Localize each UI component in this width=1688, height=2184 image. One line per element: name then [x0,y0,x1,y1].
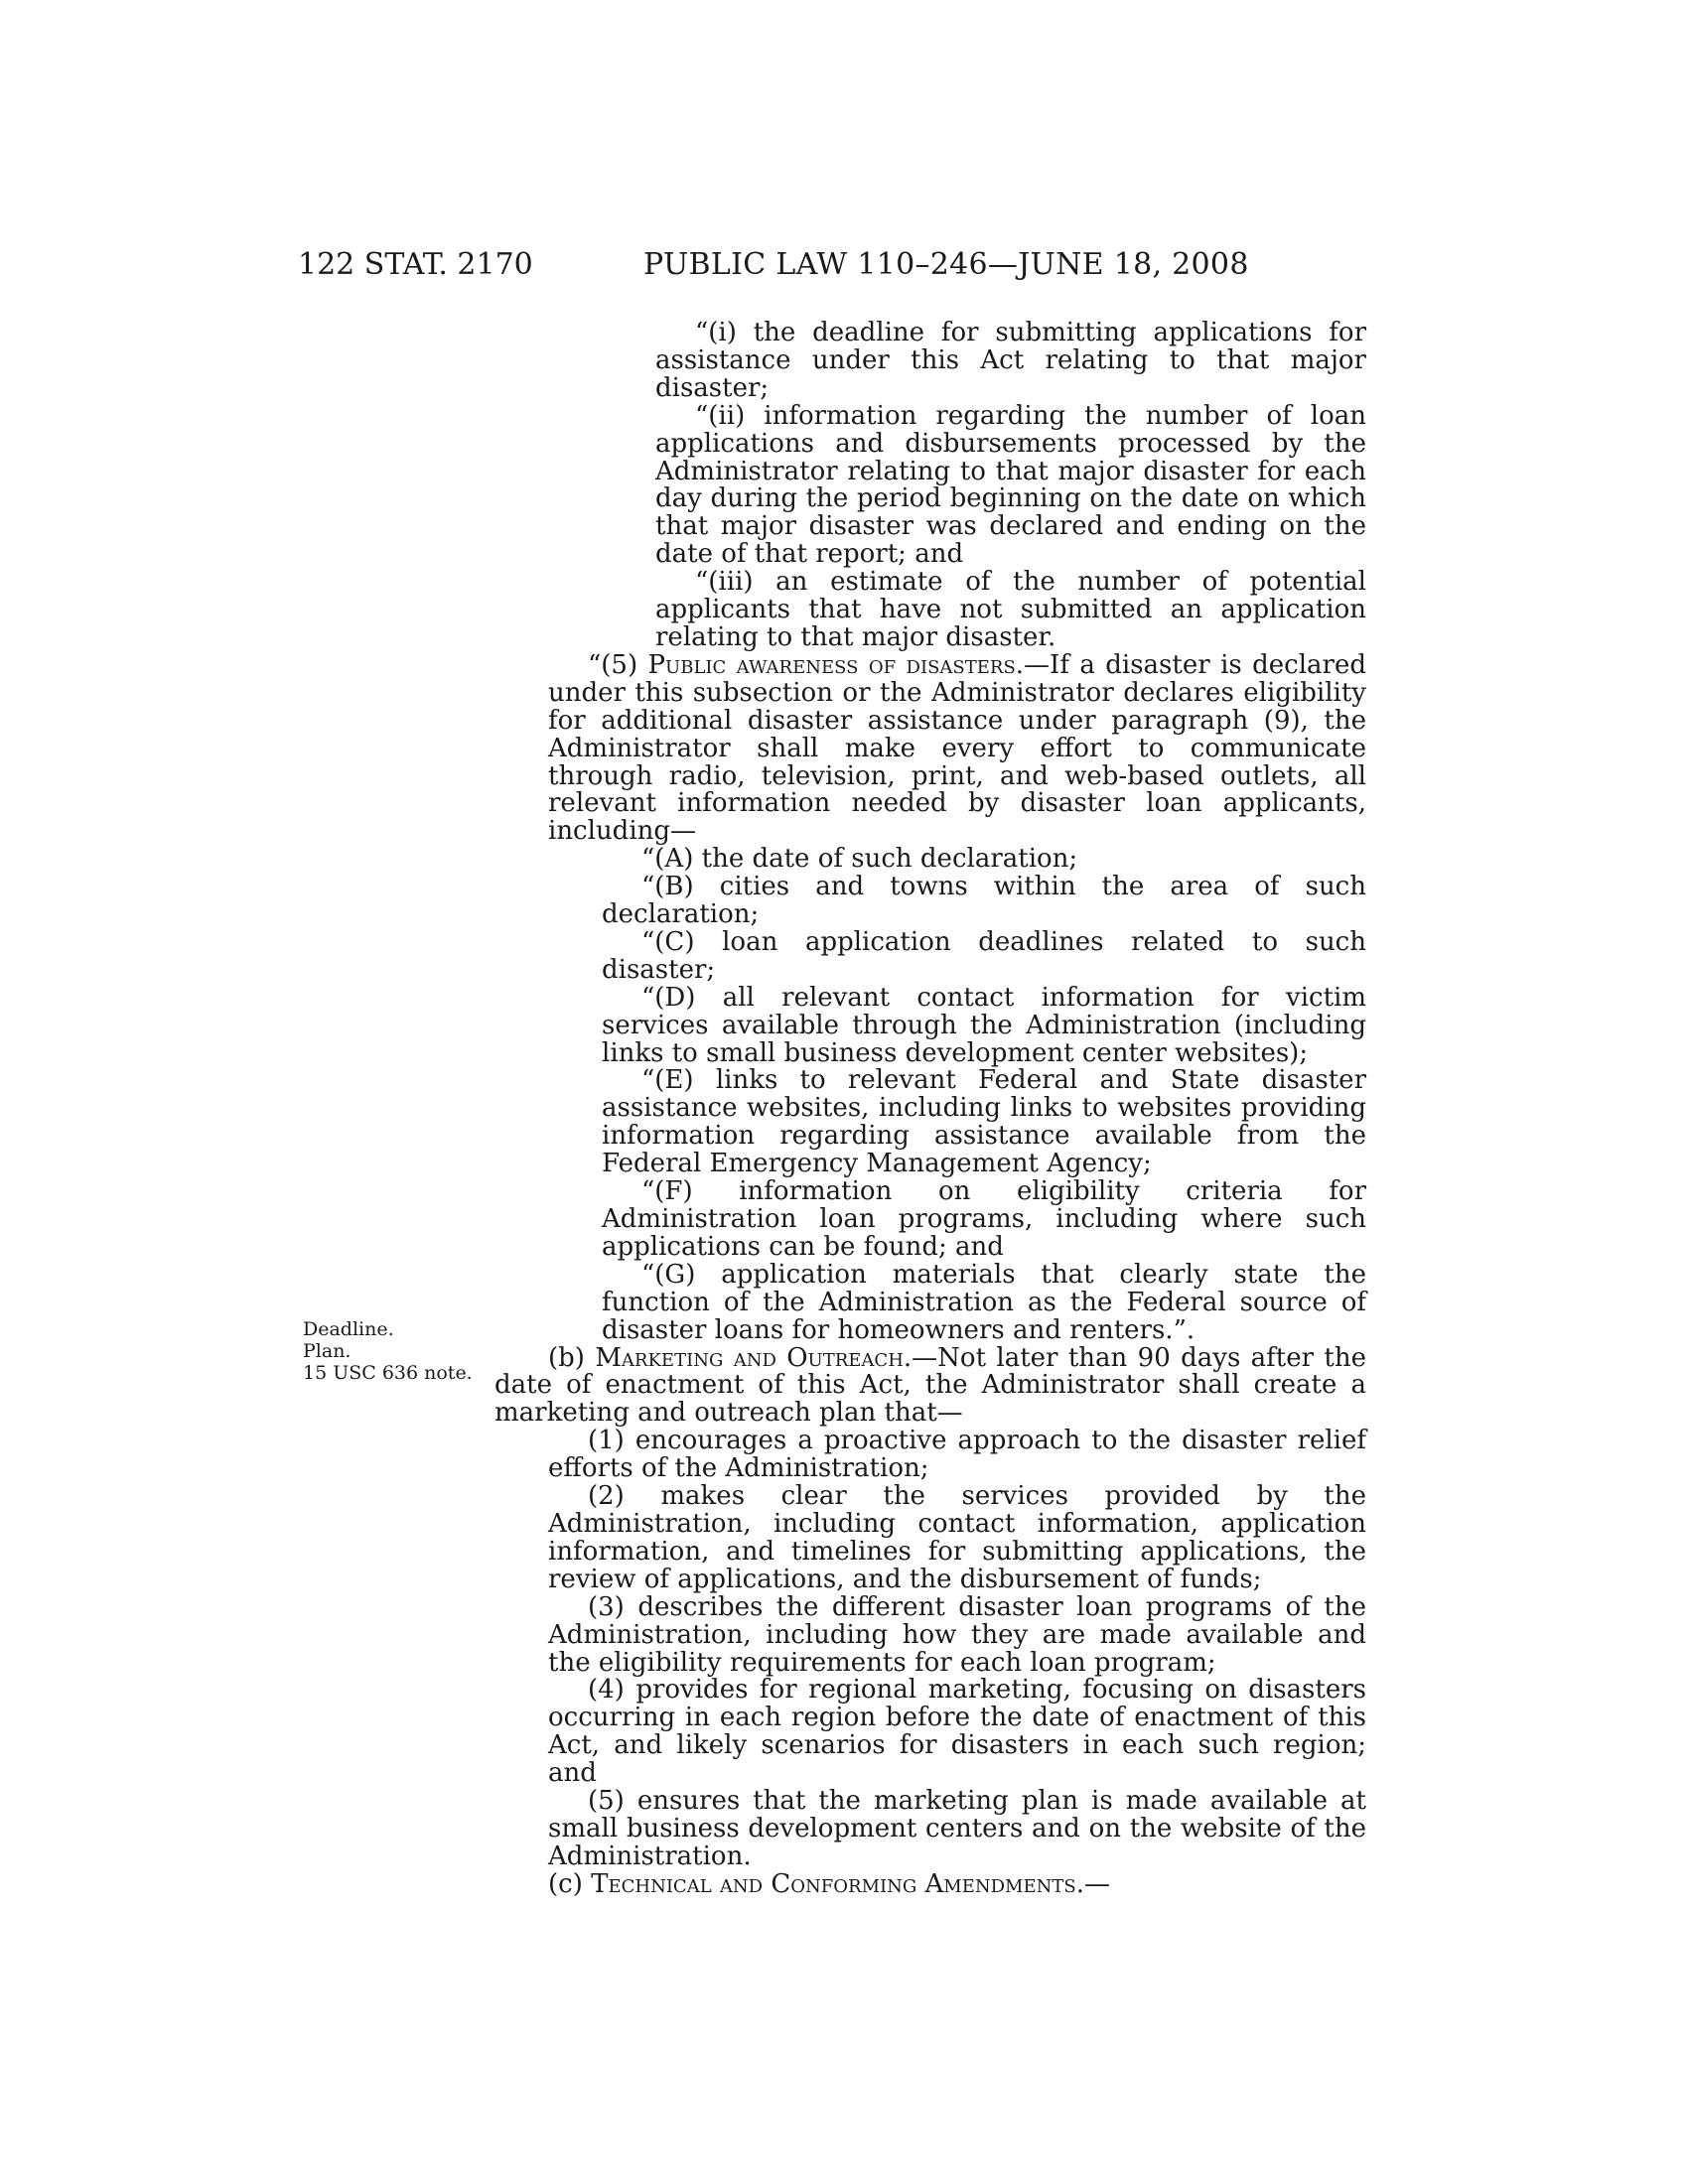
subparagraph-c: “(C) loan application deadlines related to such disaster; [602,926,1366,985]
subparagraph-e: “(E) links to relevant Federal and State disaster assistance websites, including links to websites providing information regarding assistance available from the Federal Emergency Management Agency; [602,1065,1366,1179]
paragraph-5-number: “(5) [588,649,638,680]
plan-item-5: (5) ensures that the marketing plan is made available at small business development centers and on the website of the Administration. [548,1786,1366,1871]
margin-note-plan: Plan. [303,1340,352,1362]
paragraph-5 [548,649,1367,847]
margin-note-deadline: Deadline. [303,1318,394,1340]
clause-ii: “(ii) information regarding the number of loan applications and disbursements processed by the Administrator relating to that major disaster for each day during the period beginning on the date on which that major disaster was declared and ending on the date of that report; and [655,400,1366,570]
section-c [548,1868,1366,1899]
subparagraph-a: “(A) the date of such declaration; [641,844,1078,875]
running-head: PUBLIC LAW 110–246—JUNE 18, 2008 [643,247,1249,282]
section-c-heading: Technical and Conforming Amendments [591,1868,1076,1899]
stat-page-number: 122 STAT. 2170 [298,247,533,282]
clause-i: “(i) the deadline for submitting applications for assistance under this Act relating to that major disaster; [655,318,1366,403]
subparagraph-f: “(F) information on eligibility criteria for Administration loan programs, including where such applications can be found; and [602,1176,1366,1262]
section-b-letter: (b) [548,1342,585,1373]
section-b [494,1342,1367,1429]
section-c-text: .— [1075,1868,1110,1899]
section-c-letter: (c) [548,1868,583,1899]
plan-item-3: (3) describes the different disaster loan programs of the Administration, including how they are made available and the eligibility requirements for each loan program; [548,1591,1366,1678]
plan-item-1: (1) encourages a proactive approach to the disaster relief efforts of the Administration; [548,1426,1366,1484]
paragraph-5-text: .—If a disaster is declared under this subsection or the Administrator declares eligibility for additional disaster assistance under paragraph (9), the Administrator shall make every effort to communicate through radio, television, print, and web-based outlets, all relevant information needed by disaster loan applicants, including— [548,649,1367,847]
law-text-body [494,318,1367,1899]
section-b-heading: Marketing and Outreach [595,1342,904,1373]
subparagraph-b: “(B) cities and towns within the area of such declaration; [602,872,1366,930]
subparagraph-d: “(D) all relevant contact information for victim services available through the Administration (including links to small business development center websites); [602,982,1366,1068]
plan-item-2: (2) makes clear the services provided by the Administration, including contact information, application information, and timelines for submitting applications, the review of applications, and the disbursement of funds; [548,1481,1366,1594]
plan-item-4: (4) provides for regional marketing, focusing on disasters occurring in each region before the date of enactment of this Act, and likely scenarios for disasters in each such region; and [548,1675,1366,1789]
subparagraph-g: “(G) application materials that clearly state the function of the Administration as the Federal source of disaster loans for homeowners and renters.”. [602,1259,1366,1345]
section-b-text: .—Not later than 90 days after the date of enactment of this Act, the Administrator shall create a marketing and outreach plan that— [494,1342,1367,1429]
clause-iii: “(iii) an estimate of the number of potential applicants that have not submitted an application relating to that major disaster. [655,567,1366,652]
margin-note-usc-citation: 15 USC 636 note. [303,1362,473,1384]
margin-notes [303,1318,487,1384]
paragraph-5-heading: Public awareness of disasters [647,649,1016,680]
